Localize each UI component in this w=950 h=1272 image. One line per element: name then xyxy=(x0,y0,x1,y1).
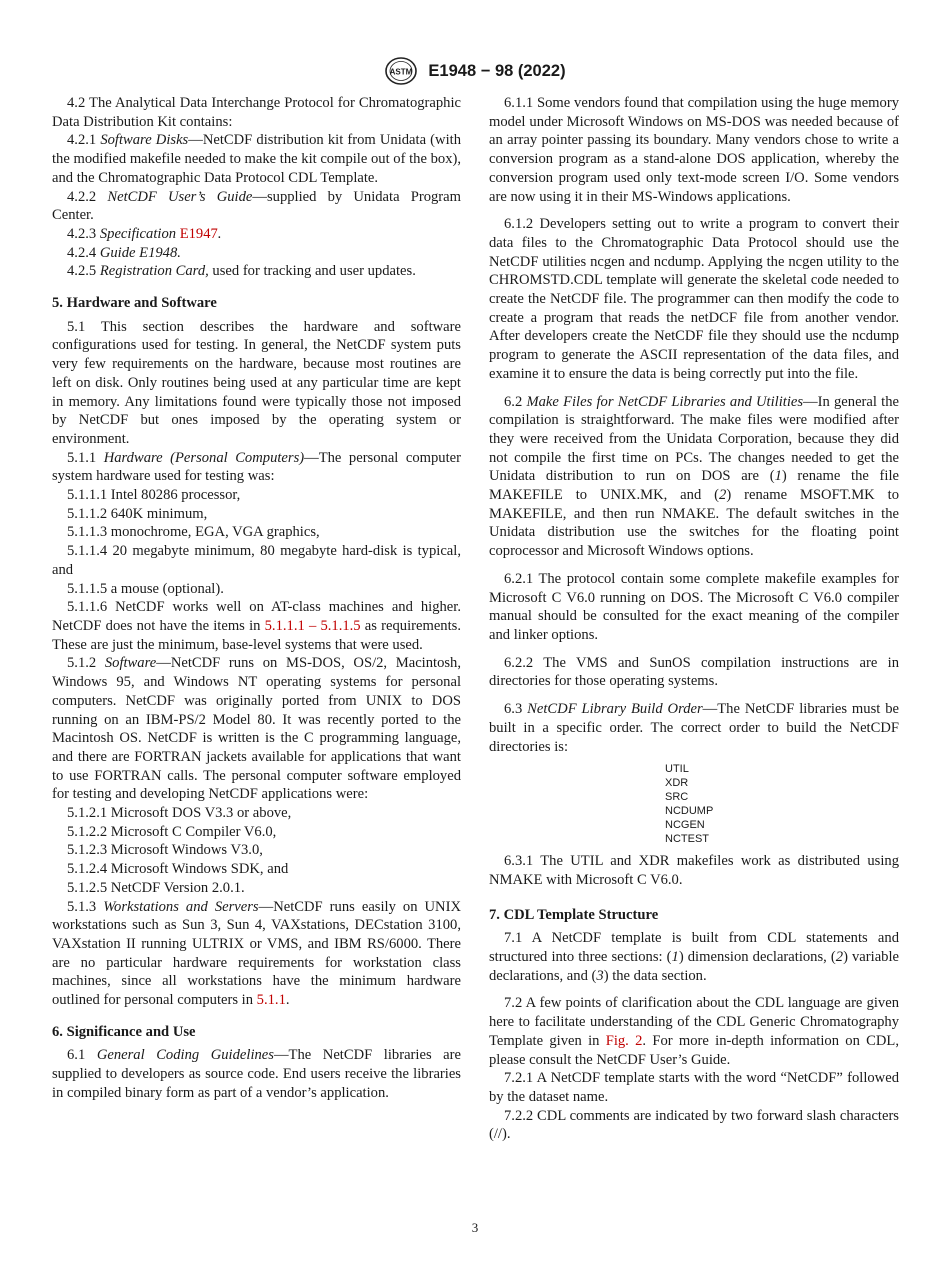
paragraph-5-1-3: 5.1.3 Workstations and Servers—NetCDF runs easily on UNIX workstations such as Sun 3, Sun 4, VAXstations, DECstation 3100, VAXstation II running ULTRIX or VMS, and IBM RS/6000. There are no particular hardware requirements for workstation class machines, since all workstations have the minimum hardware outlined for personal computers in 5.1.1. xyxy=(52,898,461,1009)
link-e1947[interactable]: E1947 xyxy=(179,225,218,242)
paragraph-5-1-1: 5.1.1 Hardware (Personal Computers)—The personal computer system hardware used for testing was: xyxy=(52,449,461,485)
paragraph-6-1-1: 6.1.1 Some vendors found that compilation using the huge memory model under Microsoft Windows on MS-DOS was needed because of an array pointer passing its boundary. Many vendors chose to write a conversion program as a stand-alone DOS application, whereby the conversion program used only text-mode screen I/O. Some vendors are now using it in their MS-Windows applications. xyxy=(489,95,899,205)
document-designation: E1948 − 98 (2022) xyxy=(428,61,566,80)
paragraph-5-1-1-2: 5.1.1.2 640K minimum, xyxy=(67,505,208,522)
link-fig-2[interactable]: Fig. 2 xyxy=(605,1032,643,1049)
paragraph-6-1: 6.1 General Coding Guidelines—The NetCDF libraries are supplied to developers as source code. End users receive the libraries in compiled binary form as part of a vendor’s application. xyxy=(52,1047,461,1101)
paragraph-5-1-2-3: 5.1.2.3 Microsoft Windows V3.0, xyxy=(67,842,263,859)
link-5-1-1[interactable]: 5.1.1 xyxy=(256,992,286,1009)
list-item: SRC xyxy=(665,791,689,804)
page-number: 3 xyxy=(471,1220,479,1235)
paragraph-6-1-2: 6.1.2 Developers setting out to write a program to convert their data files to the Chromatographic Data Protocol should use the NetCDF utilities ncgen and ncdump. Applying the ncgen utility to the CHROMSTD.CDL template will generate the skeletal code needed to create the NetCDF file. The programmer can then modify the code to create a program that reads the netDCF file from another vendor. After developers create the NetCDF file they should use the ncdump program to generate the ASCII representation of the data files, and examine it to ensure the data is being correctly put into the file. xyxy=(489,216,899,382)
astm-logo-icon xyxy=(384,56,418,86)
paragraph-6-3-1: 6.3.1 The UTIL and XDR makefiles work as distributed using NMAKE with Microsoft C V6.0. xyxy=(489,853,899,888)
paragraph-6-3: 6.3 NetCDF Library Build Order—The NetCDF libraries must be built in a specific order. The correct order to build the NetCDF directories is: xyxy=(489,701,899,755)
paragraph-5-1-1-3: 5.1.1.3 monochrome, EGA, VGA graphics, xyxy=(67,524,320,541)
paragraph-4-2-3: 4.2.3 Specification E1947. xyxy=(67,225,222,242)
paragraph-5-1-1-5: 5.1.1.5 a mouse (optional). xyxy=(67,580,224,597)
paragraph-6-2: 6.2 Make Files for NetCDF Libraries and Utilities—In general the compilation is straightforward. The make files were modified after they were received from the Unidata Corporation, because they did not compile the first time on PCs. The changes needed to get the Unidata distribution to run on DOS are (1) rename the file MAKEFILE to UNIX.MK, and (2) rename MSOFT.MK to MAKEFILE, and then run NMAKE. The default switches in the Unidata distribution use the switches for the floating point coprocessor and Microsoft Windows options. xyxy=(489,393,899,560)
paragraph-7-2-2: 7.2.2 CDL comments are indicated by two forward slash characters (//). xyxy=(489,1107,899,1143)
build-order-list xyxy=(665,762,899,846)
list-item: NCDUMP xyxy=(665,805,714,818)
section-heading-6: 6. Significance and Use xyxy=(52,1023,196,1040)
paragraph-5-1-2-2: 5.1.2.2 Microsoft C Compiler V6.0, xyxy=(67,823,277,840)
paragraph-5-1-2-1: 5.1.2.1 Microsoft DOS V3.3 or above, xyxy=(67,805,292,822)
paragraph-4-2: 4.2 The Analytical Data Interchange Protocol for Chromatographic Data Distribution Kit contains: xyxy=(52,95,461,130)
paragraph-5-1-1-1: 5.1.1.1 Intel 80286 processor, xyxy=(67,487,241,504)
list-item: NCGEN xyxy=(665,819,705,832)
link-5-1-1-1-range[interactable]: 5.1.1.1 – 5.1.1.5 xyxy=(264,617,361,634)
paragraph-4-2-5: 4.2.5 Registration Card, used for tracking and user updates. xyxy=(67,263,416,280)
paragraph-5-1-1-6: 5.1.1.6 NetCDF works well on AT-class machines and higher. NetCDF does not have the items in 5.1.1.1 – 5.1.1.5 as requirements. These are just the minimum, base-level systems that were used. xyxy=(52,599,461,653)
paragraph-4-2-2: 4.2.2 NetCDF User’s Guide—supplied by Unidata Program Center. xyxy=(52,188,461,224)
list-item: XDR xyxy=(665,777,689,790)
section-heading-5: 5. Hardware and Software xyxy=(52,295,217,312)
paragraph-7-2: 7.2 A few points of clarification about the CDL language are given here to facilitate understanding of the CDL Generic Chromatography Template given in Fig. 2. For more in-depth information on CDL, please consult the NetCDF User’s Guide. xyxy=(489,995,899,1068)
paragraph-7-2-1: 7.2.1 A NetCDF template starts with the word “NetCDF” followed by the dataset name. xyxy=(489,1070,899,1105)
paragraph-6-2-2: 6.2.2 The VMS and SunOS compilation instructions are in directories for those operating systems. xyxy=(489,654,899,690)
right-column xyxy=(489,94,899,1144)
paragraph-6-2-1: 6.2.1 The protocol contain some complete makefile examples for Microsoft C V6.0 running on DOS. The Microsoft C V6.0 compiler manual should be consulted for the exact meaning of the compiler and linker options. xyxy=(489,570,899,643)
paragraph-5-1-1-4: 5.1.1.4 20 megabyte minimum, 80 megabyte hard-disk is typical, and xyxy=(52,543,461,578)
list-item: NCTEST xyxy=(665,833,709,846)
paragraph-5-1-2: 5.1.2 Software—NetCDF runs on MS-DOS, OS/2, Macintosh, Windows 95, and Windows NT operating systems for personal computers. NetCDF was originally ported from UNIX to DOS running on an IBM-PS/2 Model 80. It was recently ported to the Macintosh OS. NetCDF is written is the C programming language, and there are FORTRAN jackets available for applications that want to use FORTRAN calls. The personal computer software employed for testing and developing NetCDF applications were: xyxy=(52,655,462,803)
paragraph-4-2-1: 4.2.1 Software Disks—NetCDF distribution kit from Unidata (with the modified makefile needed to make the kit compile out of the box), and the Chromatographic Data Protocol CDL Template. xyxy=(52,132,461,186)
paragraph-5-1-2-4: 5.1.2.4 Microsoft Windows SDK, and xyxy=(67,861,289,878)
svg-text:ASTM: ASTM xyxy=(390,67,413,77)
paragraph-5-1-2-5: 5.1.2.5 NetCDF Version 2.0.1. xyxy=(67,879,245,896)
page-header xyxy=(0,56,950,86)
paragraph-7-1: 7.1 A NetCDF template is built from CDL statements and structured into three sections: (1) dimension declarations, (2) variable declarations, and (3) the data section. xyxy=(489,930,900,984)
paragraph-5-1: 5.1 This section describes the hardware and software configurations used for testing. In general, the NetCDF system puts very few requirements on the hardware, because most routines are left on disk. Only routines being used at any particular time are kept in memory. Any limitations found were typically those not imposed by NetCDF but ones imposed by the operating system or environment. xyxy=(52,318,461,447)
left-column xyxy=(52,94,461,1103)
section-heading-7: 7. CDL Template Structure xyxy=(489,906,659,923)
list-item: UTIL xyxy=(665,763,689,776)
paragraph-4-2-4: 4.2.4 Guide E1948. xyxy=(67,244,181,261)
